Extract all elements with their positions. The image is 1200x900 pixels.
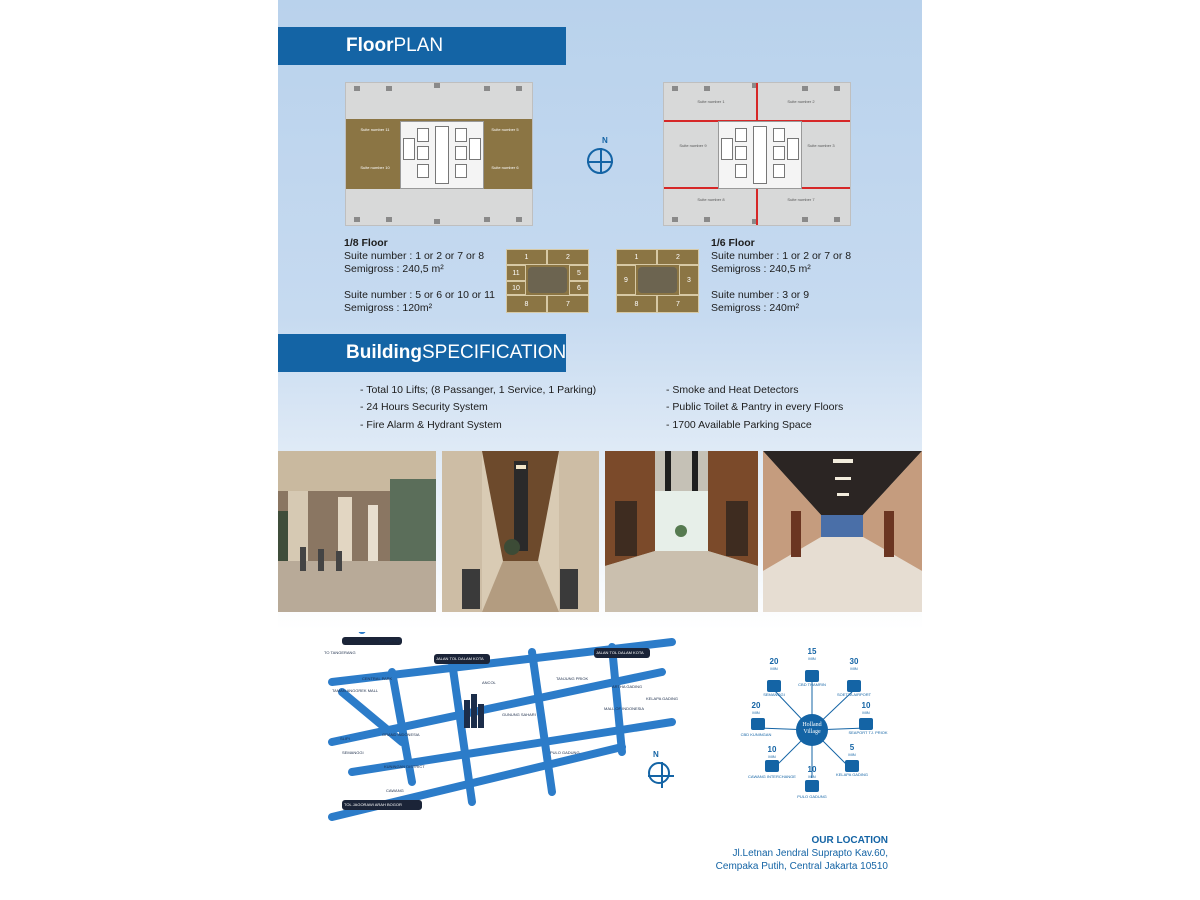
specification-banner-bold: Building [346,342,422,363]
spec-item: - 24 Hours Security System [360,401,488,414]
floor-title: 1/8 Floor [344,237,388,249]
floorplan-left [345,82,533,226]
floorplan-banner-bold: Floor [346,35,394,56]
location-title: OUR LOCATION [811,835,888,846]
map-label: GUNUNG SAHARI [502,712,536,717]
spec-item: - Fire Alarm & Hydrant System [360,418,502,431]
suite-label: Suite number 11 [360,127,390,132]
spec-item: - 1700 Available Parking Space [666,418,812,431]
suite-line: Suite number : 3 or 9 [711,289,810,301]
map-label: TANJUNG PRIOK [556,676,589,681]
map-label: KELAPA GADING [646,696,678,701]
spec-list-right [666,382,843,434]
travel-node: 15 MIN [807,647,817,661]
travel-node: 30 MIN [849,657,859,671]
travel-node: 5 MIN [848,743,856,757]
building-core [400,121,484,189]
travel-time-diagram: Holland Village 15 MIN CBD THAMRIN 30 MIN SOETTA AIRPORT 10 MIN SEAPORT TJ. PRIOK 5 MIN KELAPA GADING 10 MIN PULO GADUNG 10 MIN CAWANG INTERCHANGE 20 MIN CBD KUNINGAN 20 MIN SEMANGGI [742,648,892,808]
floor-info-1-6 [711,237,851,315]
map-compass-north-label: N [653,750,659,759]
compass-icon [648,762,670,784]
lobby-photo [278,451,436,612]
map-label: TO TANGERANG [324,650,356,655]
map-label: MALL OF INDONESIA [604,706,645,711]
map-label: GRAND INDONESIA [382,732,420,737]
our-location [716,834,888,873]
address-line: Jl.Letnan Jendral Suprapto Kav.60, [732,848,888,859]
spec-item: - Smoke and Heat Detectors [666,384,799,396]
compass-icon [587,148,613,174]
specification-banner [278,334,566,372]
elevator-hall-photo [442,451,599,612]
suite-label: Suite number 8 [697,197,725,202]
floorplan-banner-rest: PLAN [393,35,444,56]
suite-line: Suite number : 1 or 2 or 7 or 8 [711,250,852,262]
map-label: CAWANG [386,788,404,793]
suite-label: Suite number 2 [787,99,815,104]
map-label: TOL JAGORAWI ARAH BOGOR [344,802,402,807]
map-label: CENTRAL PARK [362,676,393,681]
suite-label: Suite number 7 [787,197,815,202]
suite-line: Suite number : 1 or 2 or 7 or 8 [344,250,485,262]
semigross-line: Semigross : 240m² [711,302,800,314]
suite-grid-right: 1 2 9 3 8 7 [616,249,699,313]
map-label: KUNINGAN DISTRICT [384,764,425,769]
map-label: JALAN TOL DALAM KOTA [436,656,484,661]
floor-info-1-8 [344,237,495,315]
address-line: Cempaka Putih, Central Jakarta 10510 [715,861,888,872]
spec-item: - Total 10 Lifts; (8 Passanger, 1 Service, 1 Parking) [360,384,597,396]
map-label: PULO GADUNG [550,750,580,755]
map-label: SEMANGGI [342,750,364,755]
specification-banner-rest: SPECIFICATION [421,342,567,363]
semigross-line: Semigross : 120m² [344,302,433,314]
brochure-page [278,0,922,900]
suite-line: Suite number : 5 or 6 or 10 or 11 [344,289,495,301]
semigross-line: Semigross : 240,5 m² [711,263,811,275]
floorplan-banner [278,27,566,65]
map-label: ANCOL [482,680,496,685]
map-label: JALAN TOL DALAM KOTA [596,650,644,655]
travel-node: 10 MIN [861,701,871,715]
map-label: TO AIRPORT [378,638,403,643]
suite-label: Suite number 1 [697,99,725,104]
map-label: TAMAN ANGGREK MALL [332,688,379,693]
building-core [718,121,802,189]
semigross-line: Semigross : 240,5 m² [344,263,444,275]
lift-lobby-photo [605,451,758,612]
floorplan-right [663,82,851,226]
floor-title: 1/6 Floor [711,237,755,249]
spec-item: - Public Toilet & Pantry in every Floors [666,401,844,414]
travel-node: 10 MIN [767,745,777,759]
suite-label: Suite number 10 [360,165,390,170]
travel-node: 10 MIN [807,765,817,779]
travel-node: 20 MIN [751,701,761,715]
center-label: Holland Village [802,722,822,735]
compass-north-label: N [602,136,608,145]
corridor-photo [763,451,922,612]
suite-label: Suite number 5 [491,127,519,132]
map-label: ARTHA GADING [612,684,643,689]
travel-node: 20 MIN [769,657,779,671]
suite-grid-left: 1 2 11 5 10 6 8 7 [506,249,589,313]
suite-label: Suite number 6 [491,165,519,170]
suite-label: Suite number 9 [679,143,707,148]
spec-list-left [360,382,596,434]
map-label: SLIPI [340,736,350,741]
location-map [322,632,682,832]
suite-label: Suite number 3 [807,143,835,148]
